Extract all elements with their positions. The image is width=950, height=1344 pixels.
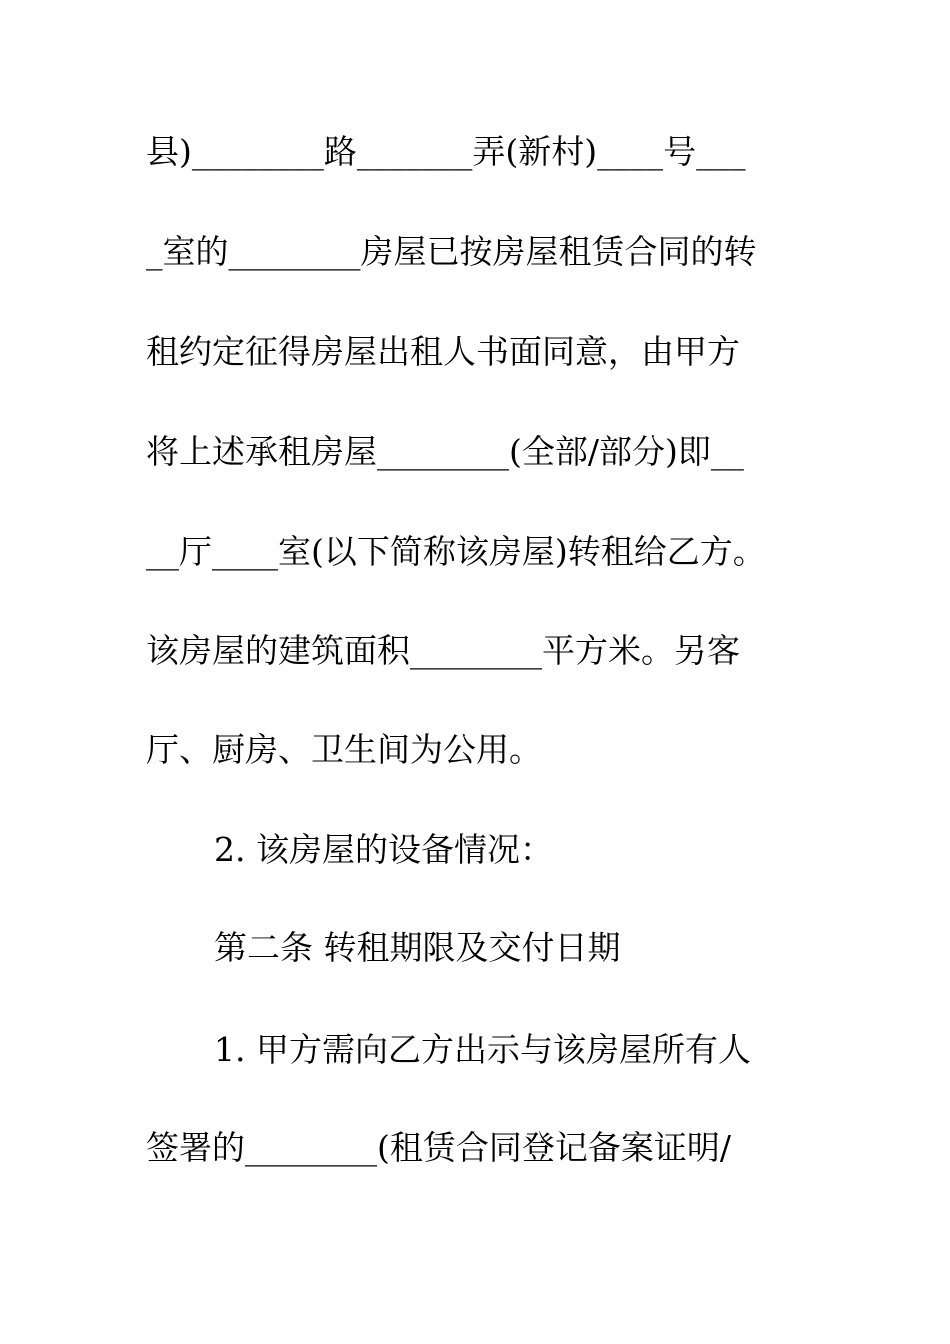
text-line: 厅、厨房、卫生间为公用。 [146,730,542,769]
text-line: _室的________房屋已按房屋租赁合同的转 [146,232,757,271]
text-line: 县)________路_______弄(新村)____号___ [146,132,746,171]
article-heading: 第二条 转租期限及交付日期 [214,928,621,967]
text-line: 将上述承租房屋________(全部/部分)即__ [146,432,744,471]
text-line: __厅____室(以下简称该房屋)转租给乙方。 [146,532,766,571]
numbered-item-heading: 1. 甲方需向乙方出示与该房屋所有人 [214,1030,751,1069]
text-line: 租约定征得房屋出租人书面同意，由甲方 [146,332,740,371]
text-line: 签署的________(租赁合同登记备案证明/ [146,1128,731,1167]
numbered-item-heading: 2. 该房屋的设备情况： [214,830,553,869]
text-line: 该房屋的建筑面积________平方米。另客 [146,631,740,670]
